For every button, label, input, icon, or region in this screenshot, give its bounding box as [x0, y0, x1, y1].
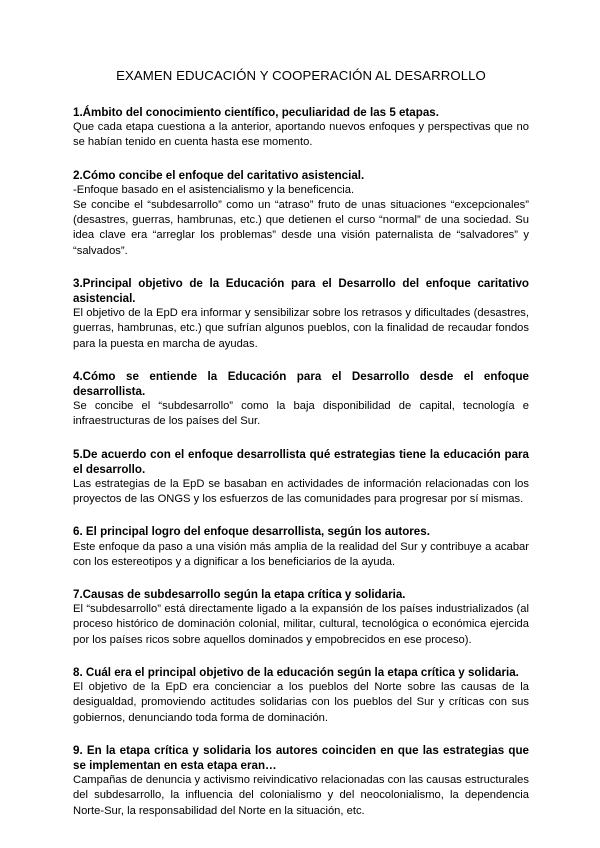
answer-paragraph: Las estrategias de la EpD se basaban en actividades de información relacionadas con los proyectos de las ONGS y los esfuerzos de las comunidades para progresar por sí mismas. [73, 478, 529, 506]
answer-paragraph: El “subdesarrollo” está directamente ligado a la expansión de los países industrializados (al proceso histórico de dominación colonial, militar, cultural, tecnológica o económica ejercida por los países ricos sobre aquellos dominados y empobrecidos en ese proceso). [73, 603, 529, 646]
answer-paragraph: Se concibe el “subdesarrollo” como un “atraso” fruto de unas situaciones “excepcionales” (desastres, guerras, hambrunas, etc.) que detienen el curso “normal” de una sociedad. Su idea clave era “arreglar los problemas” desde una visión paternalista de “salvadores” y “salvados”. [73, 199, 529, 257]
answer-paragraph: Campañas de denuncia y activismo reivindicativo relacionadas con las causas estructurales del subdesarrollo, la influencia del colonialismo y del neocolonialismo, la dependencia Norte-Sur, la responsabilidad del Norte en la situación, etc. [73, 774, 529, 817]
question-heading: 2.Cómo concibe el enfoque del caritativo asistencial. [73, 168, 365, 182]
question-block-9 [73, 743, 529, 819]
question-heading: 1.Ámbito del conocimiento científico, peculiaridad de las 5 etapas. [73, 106, 439, 119]
document-title: EXAMEN EDUCACIÓN Y COOPERACIÓN AL DESARROLLO [116, 68, 486, 83]
answer-paragraph: -Enfoque basado en el asistencialismo y la beneficencia. [73, 183, 355, 196]
question-heading: 5.De acuerdo con el enfoque desarrollista qué estrategias tiene la educación para el desarrollo. [73, 447, 529, 476]
question-block-4 [73, 369, 529, 430]
document-page [73, 68, 529, 836]
question-block-3 [73, 276, 529, 352]
question-heading: 7.Causas de subdesarrollo según la etapa crítica y solidaria. [73, 588, 406, 602]
question-block-1 [73, 105, 529, 151]
question-heading: 3.Principal objetivo de la Educación para el Desarrollo del enfoque caritativo asistencial. [73, 276, 529, 306]
question-block-7 [73, 587, 529, 648]
question-block-6 [73, 524, 529, 570]
question-heading: 8. Cuál era el principal objetivo de la educación según la etapa crítica y solidaria. [73, 665, 519, 679]
question-block-8 [73, 665, 529, 726]
question-heading: 4.Cómo se entiende la Educación para el Desarrollo desde el enfoque desarrollista. [73, 369, 529, 399]
answer-paragraph: Que cada etapa cuestiona a la anterior, aportando nuevos enfoques y perspectivas que no se habían tenido en cuenta hasta ese momento. [73, 121, 529, 149]
question-heading: 9. En la etapa crítica y solidaria los autores coinciden en que las estrategias que se implementan en esta etapa eran… [73, 743, 529, 772]
answer-paragraph: Se concibe el “subdesarrollo” como la baja disponibilidad de capital, tecnología e infraestructuras de los países del Sur. [73, 400, 529, 428]
answer-paragraph: El objetivo de la EpD era concienciar a los pueblos del Norte sobre las causas de la desigualdad, promoviendo actitudes solidarias con los pueblos del Sur y críticas con sus gobiernos, denunciando toda forma de dominación. [73, 681, 529, 724]
question-heading: 6. El principal logro del enfoque desarrollista, según los autores. [73, 525, 430, 539]
question-block-5 [73, 447, 529, 508]
answer-paragraph: El objetivo de la EpD era informar y sensibilizar sobre los retrasos y dificultades (desastres, guerras, hambrunas, etc.) que sufrían algunos pueblos, con la finalidad de recaudar fondos para la puesta en marcha de ayudas. [73, 307, 529, 350]
question-block-2 [73, 168, 529, 259]
answer-paragraph: Este enfoque da paso a una visión más amplia de la realidad del Sur y contribuye a acabar con los estereotipos y a dignificar a los beneficiarios de la ayuda. [73, 540, 529, 568]
